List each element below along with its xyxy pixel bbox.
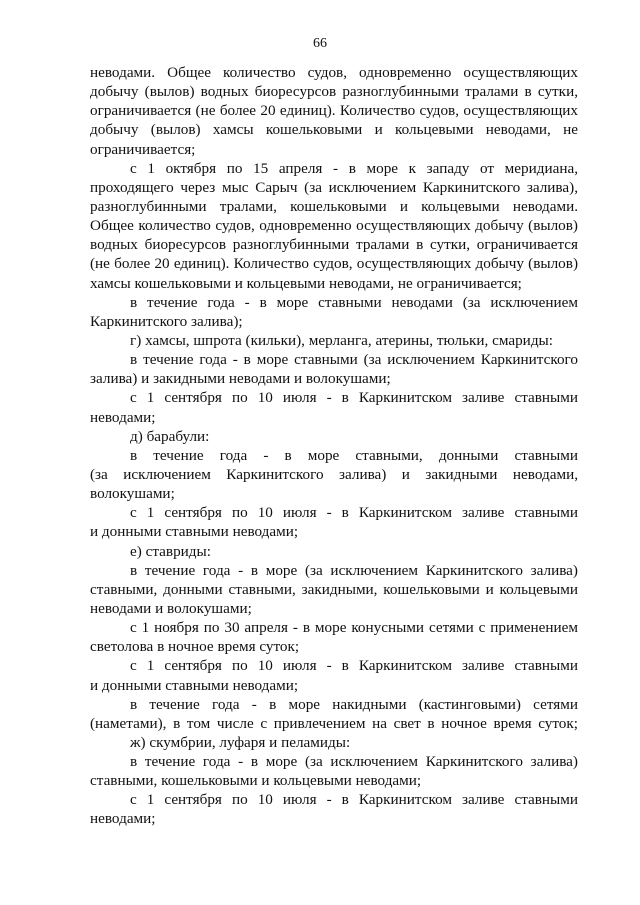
text-line: с 1 сентября по 10 июля - в Каркинитском заливе ставными [130,791,578,809]
text-line: неводами; [90,408,156,426]
text-line: с 1 сентября по 10 июля - в Каркинитском заливе ставными [130,504,578,522]
text-line: разноглубинными тралами, кошельковыми и кольцевыми неводами. [90,197,578,215]
text-line: с 1 сентября по 10 июля - в Каркинитском заливе ставными [130,657,578,675]
document-body [90,63,578,829]
text-line: водных биоресурсов разноглубинными тралами в сутки, ограничивается [90,236,578,254]
text-line: г) хамсы, шпрота (кильки), мерланга, атерины, тюльки, смариды: [130,331,553,349]
text-line: (наметами), в том числе с привлечением на свет в ночное время суток; [90,714,578,732]
text-line: неводами. Общее количество судов, одновременно осуществляющих [90,64,578,81]
page-number: 66 [313,36,327,51]
text-line: залива) и закидными неводами и волокушами; [90,370,391,388]
text-line: с 1 октября по 15 апреля - в море к западу от меридиана, [130,159,578,177]
text-line: ж) скумбрии, луфаря и пеламиды: [130,733,351,751]
text-line: в течение года - в море ставными неводами (за исключением [130,293,578,311]
text-line: добычу (вылов) водных биоресурсов разноглубинными тралами в сутки, [90,83,578,101]
text-line: Каркинитского залива); [90,312,243,330]
text-line: ограничивается (не более 20 единиц). Количество судов, осуществляющих [90,102,578,120]
text-line: и донными ставными неводами; [90,523,299,541]
text-line: с 1 ноября по 30 апреля - в море конусными сетями с применением [130,619,578,637]
text-line: (не более 20 единиц). Количество судов, осуществляющих добычу (вылов) [90,255,578,273]
text-line: неводами; [90,810,156,828]
text-line: и донными ставными неводами; [90,676,299,694]
text-line: в течение года - в море (за исключением Каркинитского залива) [130,561,578,579]
text-line: ставными, кошельковыми и кольцевыми неводами; [90,772,422,790]
text-line: д) барабули: [130,427,210,445]
text-line: с 1 сентября по 10 июля - в Каркинитском заливе ставными [130,389,578,407]
text-line: в течение года - в море ставными (за исключением Каркинитского [130,351,578,369]
text-line: в течение года - в море (за исключением Каркинитского залива) [130,753,578,771]
text-line: светолова в ночное время суток; [90,638,300,656]
text-line: в течение года - в море накидными (кастинговыми) сетями [130,695,578,713]
text-line: добычу (вылов) хамсы кошельковыми и кольцевыми неводами, не [90,121,578,139]
text-line: в течение года - в море ставными, донными ставными [130,446,578,464]
text-line: неводами и волокушами; [90,599,252,617]
text-line: ограничивается; [90,140,196,158]
text-line: хамсы кошельковыми и кольцевыми неводами, не ограничивается; [90,274,522,292]
text-line: проходящего через мыс Сарыч (за исключением Каркинитского залива), [90,178,578,196]
text-line: (за исключением Каркинитского залива) и закидными неводами, [90,465,578,483]
text-line: волокушами; [90,485,175,503]
text-line: е) ставриды: [130,542,211,560]
text-line: Общее количество судов, одновременно осуществляющих добычу (вылов) [90,217,578,235]
text-line: ставными, донными ставными, закидными, кошельковыми и кольцевыми [90,580,578,598]
